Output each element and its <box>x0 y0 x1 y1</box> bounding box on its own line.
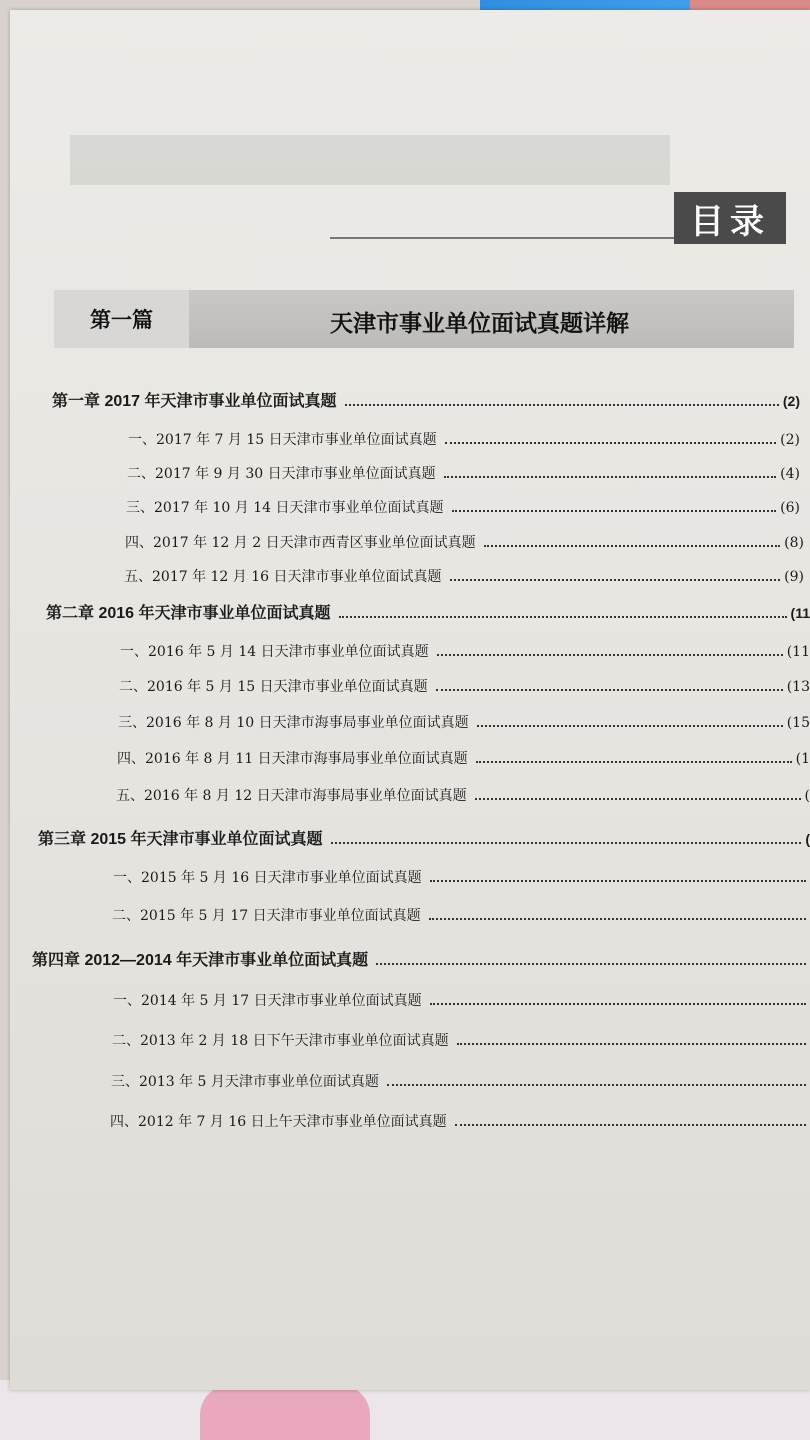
entry-row <box>124 566 804 586</box>
entry-title: 一、2014 年 5 月 17 日天津市事业单位面试真题 <box>113 993 422 1009</box>
entry-row <box>118 712 810 732</box>
entry-title: 一、2015 年 5 月 16 日天津市事业单位面试真题 <box>113 870 422 886</box>
page-number: (8) <box>784 535 804 551</box>
leader-dots <box>452 509 777 512</box>
leader-dots <box>430 1002 806 1005</box>
part-title: 天津市事业单位面试真题详解 <box>330 310 629 337</box>
leader-dots <box>477 724 783 727</box>
chapter-row <box>32 947 810 970</box>
entry-title: 五、2017 年 12 月 16 日天津市事业单位面试真题 <box>124 569 442 585</box>
entry-row <box>116 785 810 805</box>
leader-dots <box>429 917 806 920</box>
page-number: (2) <box>780 432 800 448</box>
entry-row <box>112 905 810 925</box>
leader-dots <box>331 841 802 844</box>
entry-title: 一、2016 年 5 月 14 日天津市事业单位面试真题 <box>120 644 429 660</box>
page-number: (6) <box>780 500 800 516</box>
page-number: ( <box>804 788 810 804</box>
chapter-title: 第一章 2017 年天津市事业单位面试真题 <box>52 393 337 410</box>
entry-title: 二、2017 年 9 月 30 日天津市事业单位面试真题 <box>127 466 436 482</box>
leader-dots <box>444 475 777 478</box>
leader-dots <box>436 688 783 691</box>
page-number: (4) <box>780 466 800 482</box>
chapter-title: 第四章 2012—2014 年天津市事业单位面试真题 <box>32 952 369 969</box>
contents-heading: 目录 <box>674 192 786 244</box>
page-number: (11 <box>790 605 810 621</box>
entry-row <box>120 641 810 661</box>
entry-title: 五、2016 年 8 月 12 日天津市海事局事业单位面试真题 <box>116 788 467 804</box>
leader-dots <box>437 653 783 656</box>
background-pink-object <box>200 1385 370 1440</box>
entry-title: 四、2016 年 8 月 11 日天津市海事局事业单位面试真题 <box>117 751 468 767</box>
entry-title: 四、2017 年 12 月 2 日天津市西青区事业单位面试真题 <box>125 535 476 551</box>
heading-rule <box>330 237 674 239</box>
leader-dots <box>345 403 779 406</box>
entry-title: 一、2017 年 7 月 15 日天津市事业单位面试真题 <box>128 432 437 448</box>
entry-row <box>112 1030 810 1050</box>
leader-dots <box>445 441 777 444</box>
entry-row <box>111 1071 810 1091</box>
entry-title: 二、2013 年 2 月 18 日下午天津市事业单位面试真题 <box>112 1033 449 1049</box>
page-number: (2) <box>782 393 800 409</box>
page-number: (1 <box>795 751 810 767</box>
page-number: (15 <box>786 715 810 731</box>
page-number: (9) <box>784 569 804 585</box>
entry-row <box>125 532 804 552</box>
entry-row <box>128 429 800 449</box>
entry-row <box>126 497 800 517</box>
page-number: ( <box>805 831 810 847</box>
leader-dots <box>475 797 801 800</box>
chapter-title: 第二章 2016 年天津市事业单位面试真题 <box>46 605 331 622</box>
page-number: (11 <box>786 644 810 660</box>
entry-row <box>127 463 800 483</box>
leader-dots <box>455 1123 806 1126</box>
leader-dots <box>476 760 792 763</box>
entry-row <box>113 867 810 887</box>
entry-row <box>119 676 810 696</box>
leader-dots <box>387 1083 806 1086</box>
chapter-row <box>46 600 810 623</box>
chapter-title: 第三章 2015 年天津市事业单位面试真题 <box>38 831 323 848</box>
entry-title: 四、2012 年 7 月 16 日上午天津市事业单位面试真题 <box>110 1114 447 1130</box>
entry-row <box>110 1111 810 1131</box>
leader-dots <box>457 1042 806 1045</box>
show-through-bar <box>70 135 670 185</box>
entry-title: 三、2017 年 10 月 14 日天津市事业单位面试真题 <box>126 500 444 516</box>
entry-title: 二、2016 年 5 月 15 日天津市事业单位面试真题 <box>119 679 428 695</box>
entry-title: 三、2016 年 8 月 10 日天津市海事局事业单位面试真题 <box>118 715 469 731</box>
leader-dots <box>339 615 787 618</box>
leader-dots <box>484 544 781 547</box>
part-label: 第一篇 <box>54 290 189 348</box>
chapter-row <box>52 388 800 411</box>
leader-dots <box>376 962 806 965</box>
chapter-row <box>38 826 810 849</box>
page-number: (13 <box>786 679 810 695</box>
leader-dots <box>430 879 806 882</box>
entry-title: 三、2013 年 5 月天津市事业单位面试真题 <box>111 1074 379 1090</box>
entry-row <box>113 990 810 1010</box>
leader-dots <box>450 578 781 581</box>
entry-title: 二、2015 年 5 月 17 日天津市事业单位面试真题 <box>112 908 421 924</box>
entry-row <box>117 748 810 768</box>
